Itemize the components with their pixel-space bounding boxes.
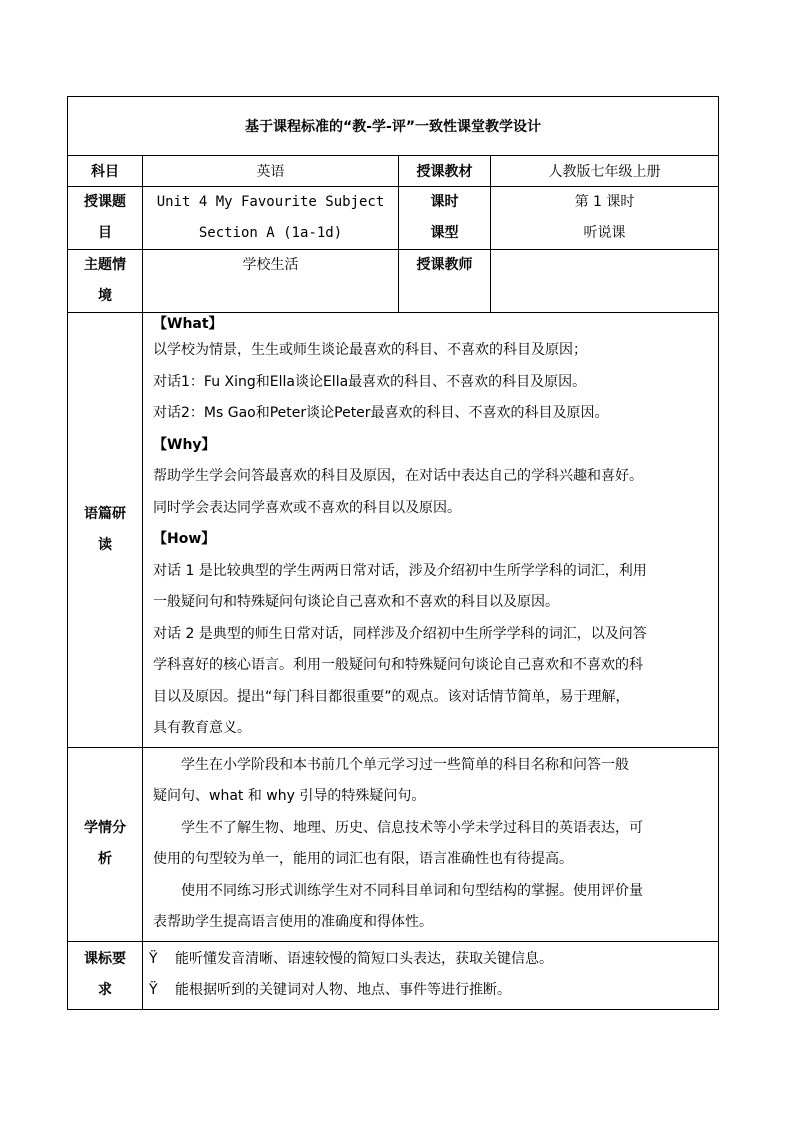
standard-item (149, 975, 710, 1007)
analysis-line: 学生在小学阶段和本书前几个单元学习过一些简单的科目名称和问答一般 (181, 756, 629, 773)
period-label-line: 课时 (430, 194, 459, 210)
topic-label-line: 目 (98, 225, 112, 241)
why-tag: 【Why】 (153, 436, 216, 453)
standards-label (68, 941, 143, 1009)
theme-label-line: 境 (98, 288, 112, 304)
analysis-line: 使用不同练习形式训练学生对不同科目单词和句型结构的掌握。使用评价量 (181, 882, 643, 899)
theme-value-text: 学校生活 (242, 257, 299, 273)
analysis-line: 使用的句型较为单一，能用的词汇也有限，语言准确性也有待提高。 (153, 851, 573, 867)
how-tag: 【How】 (153, 531, 216, 547)
standard-item-text: 能听懂发音清晰、语速较慢的简短口头表达，获取关键信息。 (175, 950, 553, 967)
period-value (491, 187, 719, 250)
standard-item-text: 能根据听到的关键词对人物、地点、事件等进行推断。 (175, 982, 511, 998)
why-line: 同时学会表达同学喜欢或不喜欢的科目以及原因。 (153, 499, 461, 516)
table-title: 基于课程标准的“教-学-评”一致性课堂教学设计 (68, 97, 719, 156)
how-line: 对话 1 是比较典型的学生两两日常对话，涉及介绍初中生所学学科的词汇，利用 (153, 562, 647, 579)
bullet-icon: Ÿ (149, 950, 158, 967)
teacher-label (399, 250, 491, 313)
topic-value-line: Unit 4 My Favourite Subject (156, 194, 385, 210)
period-label-line: 课型 (430, 225, 459, 241)
textbook-value: 人教版七年级上册 (491, 156, 719, 187)
theme-value (143, 250, 399, 313)
topic-value (143, 187, 399, 250)
analysis-line: 疑问句、what 和 why 引导的特殊疑问句。 (153, 788, 426, 804)
bullet-icon: Ÿ (149, 982, 158, 998)
reading-label-line: 语篇研 (84, 505, 126, 522)
what-tag: 【What】 (153, 316, 223, 332)
what-line: 对话1：Fu Xing和Ella谈论Ella最喜欢的科目、不喜欢的科目及原因。 (153, 373, 587, 390)
how-line: 目以及原因。提出“每门科目都很重要”的观点。该对话情节简单，易于理解， (153, 688, 630, 705)
why-line: 帮助学生学会问答最喜欢的科目及原因，在对话中表达自己的学科兴趣和喜好。 (153, 468, 643, 484)
lesson-design-table (67, 96, 719, 1010)
how-line: 具有教育意义。 (153, 720, 251, 736)
analysis-content (143, 747, 719, 941)
analysis-label-line: 学情分 (84, 820, 126, 836)
topic-label (68, 187, 143, 250)
topic-label-line: 授课题 (84, 194, 126, 210)
how-line: 学科喜好的核心语言。利用一般疑问句和特殊疑问句谈论自己喜欢和不喜欢的科 (153, 657, 643, 673)
subject-value: 英语 (143, 156, 399, 187)
standards-content (143, 941, 719, 1009)
analysis-label (68, 747, 143, 941)
reading-label-line: 读 (98, 536, 112, 553)
what-line: 对话2：Ms Gao和Peter谈论Peter最喜欢的科目、不喜欢的科目及原因。 (153, 405, 609, 421)
analysis-label-line: 析 (98, 851, 112, 867)
period-value-line: 听说课 (583, 225, 626, 241)
subject-label: 科目 (68, 156, 143, 187)
standard-item (149, 944, 710, 976)
theme-label-line: 主题情 (84, 257, 126, 273)
reading-content (143, 313, 719, 748)
what-line: 以学校为情景，生生或师生谈论最喜欢的科目、不喜欢的科目及原因； (153, 342, 587, 358)
teacher-label-text: 授课教师 (416, 257, 473, 273)
analysis-line: 表帮助学生提高语言使用的准确度和得体性。 (153, 914, 433, 930)
topic-value-line: Section A (1a-1d) (198, 225, 343, 241)
theme-label (68, 250, 143, 313)
standards-label-line: 求 (98, 982, 112, 998)
analysis-line: 学生不了解生物、地理、历史、信息技术等小学未学过科目的英语表达，可 (181, 819, 643, 836)
reading-label (68, 313, 143, 748)
teacher-value (491, 250, 719, 313)
period-value-line: 第 1 课时 (574, 194, 635, 210)
how-line: 对话 2 是典型的师生日常对话，同样涉及介绍初中生所学学科的词汇，以及问答 (153, 625, 647, 642)
how-line: 一般疑问句和特殊疑问句谈论自己喜欢和不喜欢的科目以及原因。 (153, 594, 559, 610)
period-label (399, 187, 491, 250)
textbook-label: 授课教材 (399, 156, 491, 187)
standards-label-line: 课标要 (84, 951, 126, 967)
